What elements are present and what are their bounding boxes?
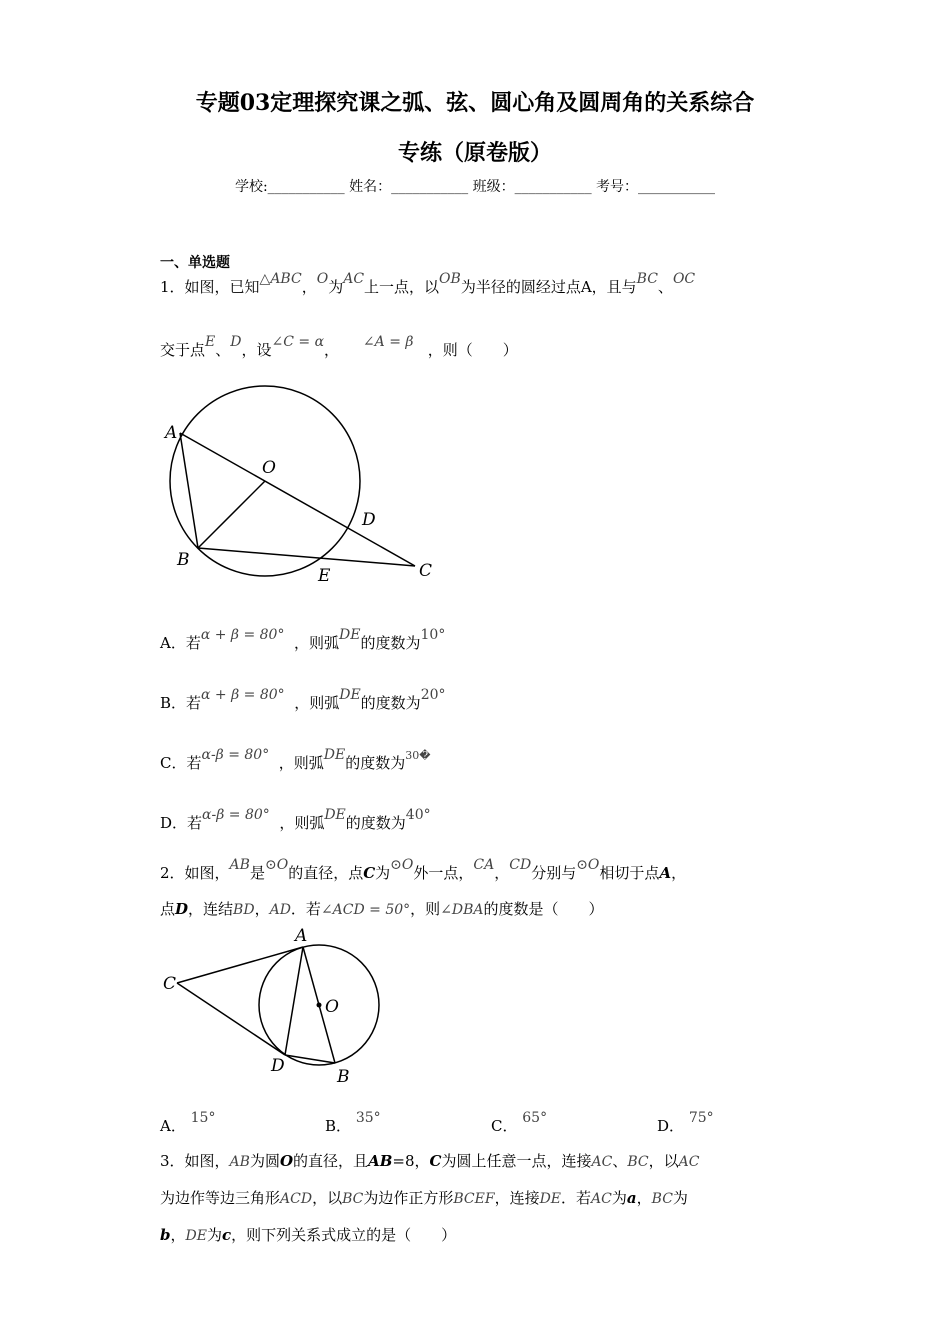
- exam-no-label: 考号：: [596, 179, 639, 195]
- q2-line2: 点D，连结BD，AD．若∠ACD = 50°，则∠DBA的度数是（ ）: [160, 900, 604, 918]
- q1-label-B: B: [177, 550, 190, 570]
- q1-option-d[interactable]: D．若α-β = 80° ，则弧DE的度数为40°: [160, 807, 431, 832]
- school-blank[interactable]: ___________: [267, 179, 345, 195]
- q2-tangent-CD: [177, 983, 285, 1055]
- doc-title-line1: 专题03定理探究课之弧、弦、圆心角及圆周角的关系综合: [195, 90, 755, 116]
- q2-option-c[interactable]: C． 65°: [491, 1110, 548, 1135]
- q1-label-A: A: [165, 423, 178, 443]
- class-label: 班级：: [472, 179, 515, 195]
- q3-line3: b，DE为c，则下列关系式成立的是（ ）: [160, 1226, 457, 1244]
- class-blank[interactable]: ___________: [514, 179, 592, 195]
- q2-center-dot: [317, 1003, 322, 1008]
- q2-tangent-CA: [177, 947, 303, 983]
- q1-option-c[interactable]: C．若α-β = 80° ，则弧DE的度数为$^{30�}$: [160, 747, 431, 772]
- q2-label-O: O: [325, 997, 339, 1017]
- q2-option-a[interactable]: A． 15°: [160, 1110, 216, 1135]
- q2-label-A: A: [295, 926, 308, 946]
- q2-figure: [155, 925, 395, 1090]
- name-label: 姓名：: [349, 179, 392, 195]
- name-blank[interactable]: ___________: [391, 179, 469, 195]
- q1-option-b[interactable]: B．若α + β = 80° ，则弧DE的度数为20°: [160, 687, 446, 712]
- q1-label-D: D: [362, 510, 376, 530]
- q1-segment-OB: [198, 481, 265, 548]
- section-heading: 一、单选题: [160, 255, 230, 271]
- q1-label-C: C: [419, 561, 433, 581]
- q1-line1: 1．如图，已知△ABC，O为AC上一点，以OB为半径的圆经过点A，且与BC、OC: [160, 271, 696, 296]
- q1-option-a[interactable]: A．若α + β = 80° ，则弧DE的度数为10°: [160, 627, 446, 652]
- q1-segment-AB: [180, 433, 198, 548]
- exam-no-blank[interactable]: ___________: [638, 179, 716, 195]
- q2-option-d[interactable]: D． 75°: [657, 1110, 714, 1135]
- q3-line1: 3．如图，AB为圆O的直径，且AB=8，C为圆上任意一点，连接AC、BC，以AC: [160, 1152, 700, 1170]
- q1-segment-BC: [198, 548, 415, 566]
- q1-label-O: O: [262, 458, 276, 478]
- info-fields: [0, 176, 950, 196]
- school-label: 学校:: [234, 179, 268, 195]
- q2-label-B: B: [337, 1067, 350, 1087]
- q2-label-D: D: [271, 1056, 285, 1076]
- q1-figure: [155, 378, 455, 598]
- q3-line2: 为边作等边三角形ACD，以BC为边作正方形BCEF，连接DE．若AC为a，BC为: [160, 1189, 688, 1207]
- q2-label-C: C: [163, 974, 177, 994]
- q1-label-E: E: [318, 566, 331, 586]
- doc-title-line2: 专练（原卷版）: [397, 140, 552, 166]
- q1-line2: 交于点E、D，设∠C = α， ∠A = β ，则（ ）: [160, 334, 518, 359]
- q2-line1: 2．如图，AB是⊙O的直径，点C为⊙O外一点，CA，CD分别与⊙O相切于点A，: [160, 857, 687, 882]
- q2-option-b[interactable]: B． 35°: [325, 1110, 381, 1135]
- q1-segment-AC: [180, 433, 415, 566]
- q2-segment-AD: [285, 947, 303, 1055]
